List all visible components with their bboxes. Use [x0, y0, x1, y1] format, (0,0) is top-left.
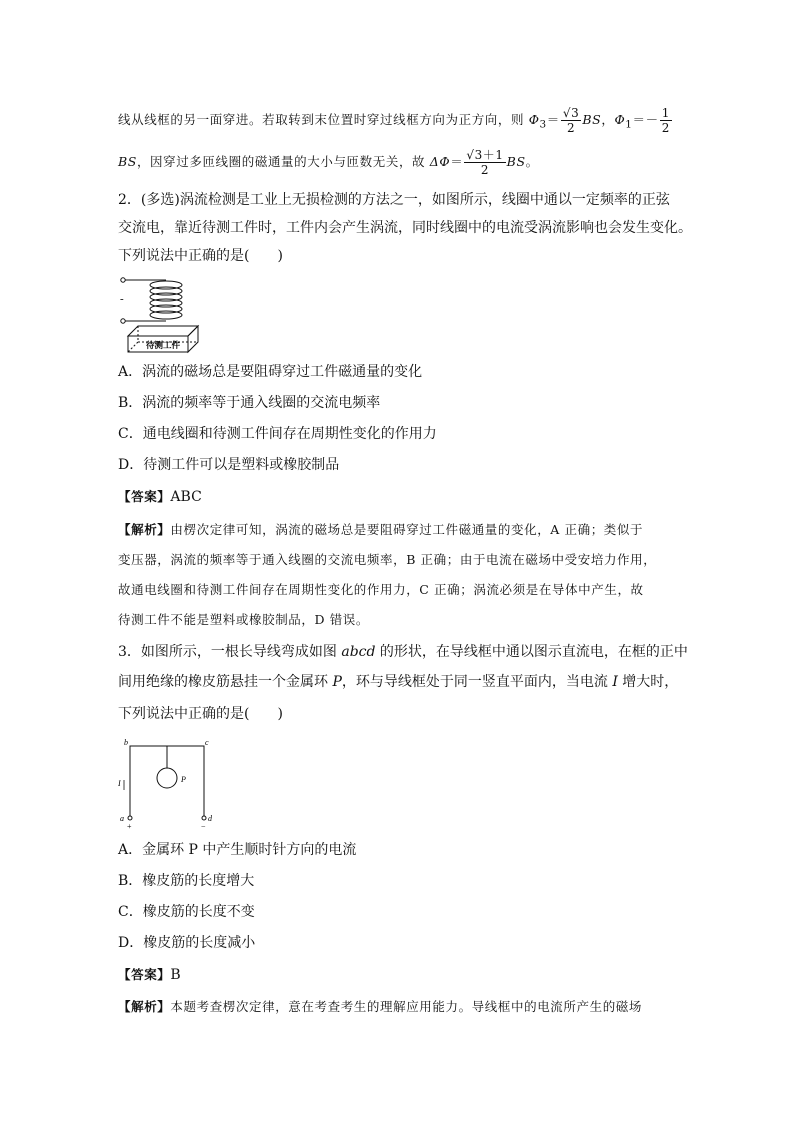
q2-analysis-3: 故通电线圈和待测工件间存在周期性变化的作用力，C 正确；涡流必须是在导体中产生，故 — [118, 582, 644, 597]
metal-ring-p — [157, 768, 177, 788]
answer-tag: 【答案】 — [118, 489, 171, 504]
equals: ＝ — [450, 154, 464, 169]
terminal-top — [121, 278, 125, 282]
period: 。 — [525, 154, 539, 169]
answer-value: B — [170, 967, 181, 983]
stem-abcd: abcd — [341, 644, 376, 660]
stem-text: 3．如图所示，一根长导线弯成如图 — [118, 644, 342, 660]
denominator: 2 — [661, 121, 670, 135]
subscript: 1 — [625, 118, 633, 131]
coil-icon — [150, 281, 182, 319]
answer-tag: 【答案】 — [118, 967, 171, 982]
fraction-1-over-2 — [660, 106, 672, 135]
label-a: a — [120, 814, 124, 823]
wire-frame-figure — [118, 734, 218, 830]
coil-figure — [118, 272, 208, 356]
intro-text: 线从线框的另一面穿进。若取转到末位置时穿过线框方向为正方向，则 — [118, 112, 529, 127]
minus-label: - — [120, 293, 124, 305]
intro-text: ，因穿过多匝线圈的磁通量的大小与匝数无关，故 — [136, 154, 430, 169]
q2-option-d: D．待测工件可以是塑料或橡胶制品 — [118, 457, 340, 473]
stem-p: P — [332, 674, 342, 690]
q3-stem-3: 下列说法中正确的是( ) — [118, 706, 283, 722]
stem-text: 的形状，在导线框中通以图示直流电，在框的正中 — [375, 644, 688, 660]
q2-stem-2: 交流电，靠近待测工件时，工件内会产生涡流，同时线圈中的电流受涡流影响也会发生变化。 — [118, 220, 692, 236]
label-d: d — [208, 814, 212, 823]
equals-negative: ＝－ — [632, 112, 659, 127]
label-minus: − — [201, 822, 206, 830]
analysis-text: 本题考查楞次定律，意在考查考生的理解应用能力。导线框中的电流所产生的磁场 — [170, 999, 643, 1014]
q2-option-c: C．通电线圈和待测工件间存在周期性变化的作用力 — [118, 426, 437, 442]
denominator: 2 — [567, 121, 576, 135]
q2-option-a: A．涡流的磁场总是要阻碍穿过工件磁通量的变化 — [118, 364, 423, 380]
fraction-sqrt3-over-2 — [561, 106, 581, 135]
phi-symbol: Φ — [614, 112, 626, 127]
stem-text: 增大时， — [617, 674, 679, 690]
stem-text: 间用绝缘的橡皮筋悬挂一个金属环 — [118, 674, 333, 690]
q3-analysis-1 — [118, 997, 642, 1017]
phi-symbol: Φ — [528, 112, 540, 127]
terminal-a — [128, 816, 132, 820]
q2-answer — [118, 487, 202, 507]
q2-analysis-1 — [118, 520, 643, 540]
label-i: I — [118, 779, 121, 788]
label-plus: + — [127, 822, 132, 830]
equals: ＝ — [546, 112, 560, 127]
q3-option-d: D．橡皮筋的长度减小 — [118, 935, 256, 951]
subscript: 3 — [539, 118, 547, 131]
stem-i: I — [612, 674, 618, 690]
bs-term: BS — [506, 154, 526, 169]
label-p: P — [181, 775, 186, 784]
terminal-bottom — [121, 319, 125, 323]
q2-analysis-4: 待测工件不能是塑料或橡胶制品，D 错误。 — [118, 612, 369, 627]
q3-option-a: A．金属环 P 中产生顺时针方向的电流 — [118, 842, 357, 858]
workpiece-label: 待测工件 — [146, 340, 181, 350]
analysis-text: 由楞次定律可知，涡流的磁场总是要阻碍穿过工件磁通量的变化，A 正确；类似于 — [170, 522, 644, 537]
analysis-tag: 【解析】 — [118, 522, 171, 537]
label-c: c — [205, 738, 209, 747]
bs-term: BS — [582, 112, 602, 127]
terminal-d — [202, 816, 206, 820]
analysis-tag: 【解析】 — [118, 999, 171, 1014]
fraction-sqrt3-plus-1-over-2 — [464, 148, 505, 177]
intro-line-1 — [118, 106, 673, 135]
q2-stem-3: 下列说法中正确的是( ) — [118, 248, 283, 264]
q2-option-b: B．涡流的频率等于通入线圈的交流电频率 — [118, 395, 381, 411]
label-b: b — [124, 738, 128, 747]
q3-stem-2 — [118, 672, 678, 692]
delta-phi: ΔΦ — [429, 154, 451, 169]
stem-text: ，环与导线框处于同一竖直平面内，当电流 — [341, 674, 613, 690]
q3-stem-1 — [118, 642, 688, 662]
q2-stem-1: 2．(多选)涡流检测是工业上无损检测的方法之一，如图所示，线圈中通以一定频率的正弦 — [118, 192, 670, 208]
numerator: √3＋1 — [466, 148, 504, 162]
q2-analysis-2: 变压器，涡流的频率等于通入线圈的交流电频率，B 正确；由于电流在磁场中受安培力作用， — [118, 552, 657, 567]
denominator: 2 — [480, 163, 490, 177]
intro-line-2 — [118, 148, 539, 177]
separator: ， — [601, 112, 615, 127]
bs-term: BS — [118, 154, 137, 169]
numerator: 1 — [661, 106, 670, 120]
q3-answer — [118, 965, 181, 985]
answer-value: ABC — [170, 489, 202, 505]
q3-option-c: C．橡皮筋的长度不变 — [118, 904, 255, 920]
q3-option-b: B．橡皮筋的长度增大 — [118, 873, 255, 889]
numerator: √3 — [562, 106, 580, 120]
